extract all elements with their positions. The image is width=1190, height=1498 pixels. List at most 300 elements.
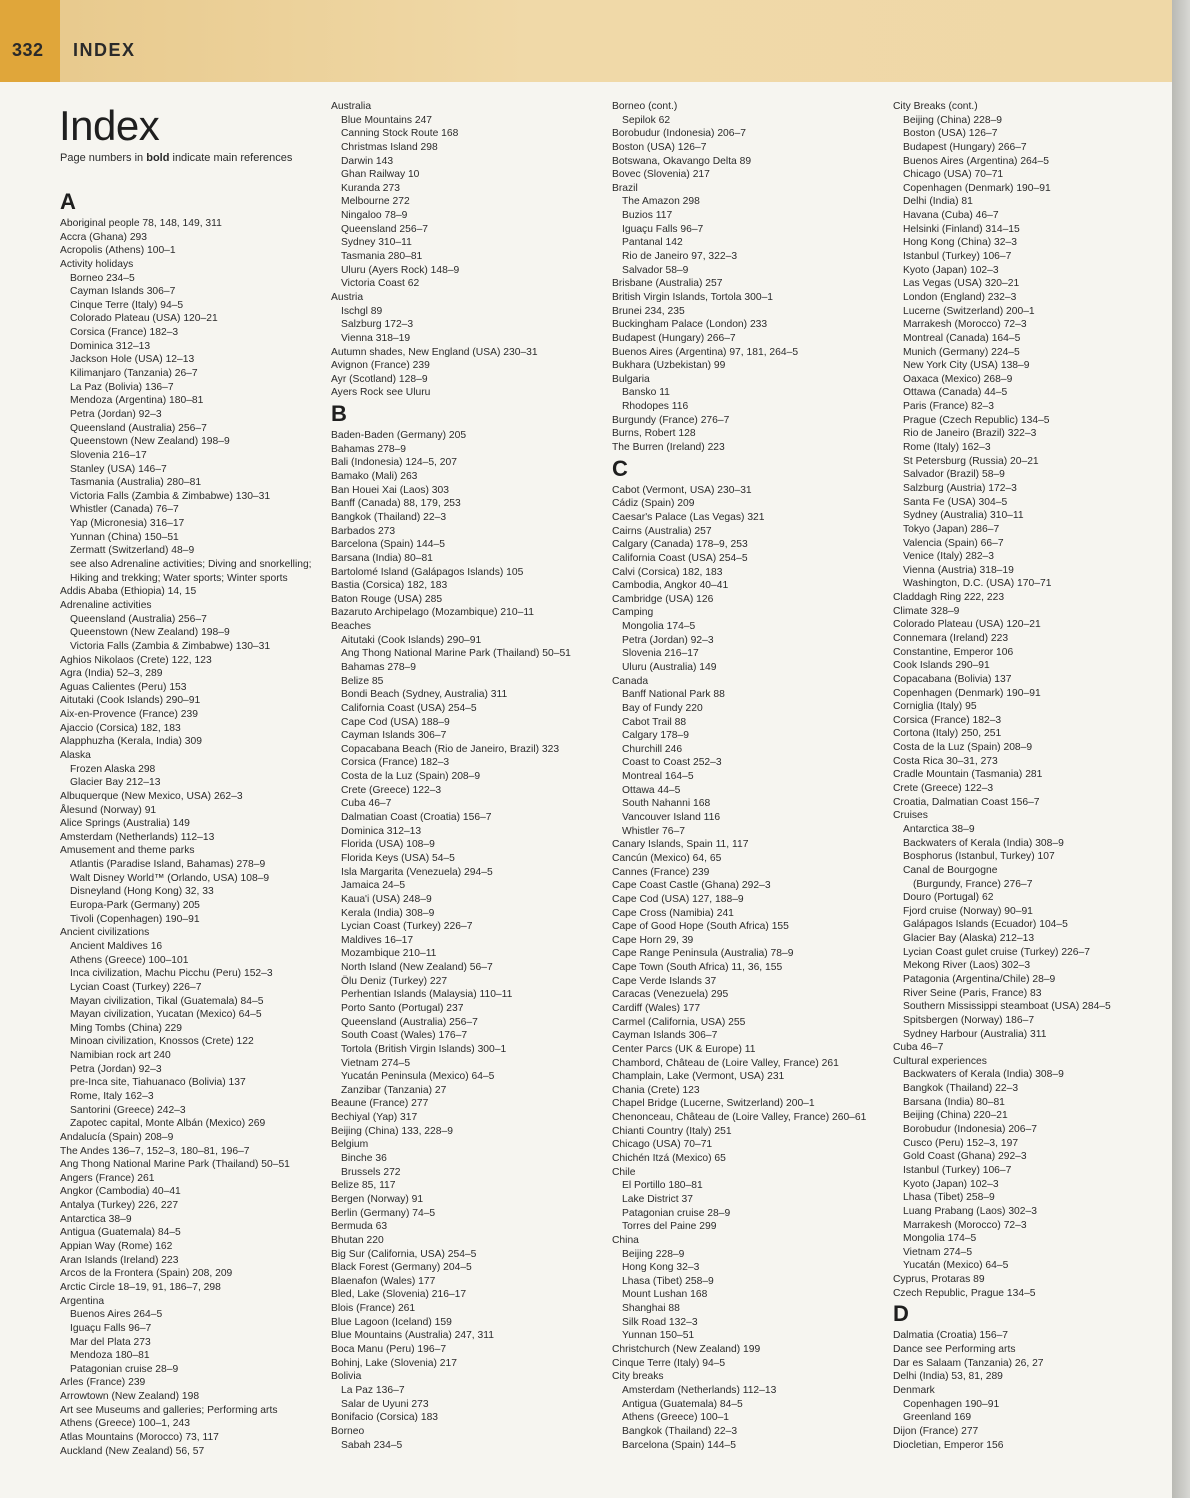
- index-entry: Caracas (Venezuela) 295: [612, 989, 729, 1001]
- index-subentry: Istanbul (Turkey) 106–7: [903, 1164, 1012, 1176]
- index-subentry: Mayan civilization, Tikal (Guatemala) 84–5: [70, 995, 264, 1007]
- index-entry: Brunei 234, 235: [612, 305, 685, 317]
- index-entry: Burgundy (France) 276–7: [612, 414, 730, 426]
- index-entry: Albuquerque (New Mexico, USA) 262–3: [60, 790, 243, 802]
- index-subentry: Beijing (China) 220–21: [903, 1110, 1008, 1122]
- index-entry: Cairns (Australia) 257: [612, 525, 712, 537]
- index-entry: Bali (Indonesia) 124–5, 207: [331, 457, 457, 469]
- index-subentry: Ang Thong National Marine Park (Thailand) 50–51: [341, 648, 571, 660]
- index-subentry: Mendoza 180–81: [70, 1350, 150, 1362]
- index-entry: Ayr (Scotland) 128–9: [331, 373, 428, 385]
- header-band: [0, 0, 1172, 82]
- index-entry: Chicago (USA) 70–71: [612, 1139, 713, 1151]
- index-subentry: Kyoto (Japan) 102–3: [903, 264, 999, 276]
- index-subentry: Melbourne 272: [341, 196, 410, 208]
- index-subentry: Inca civilization, Machu Picchu (Peru) 152–3: [70, 968, 273, 980]
- index-entry: Addis Ababa (Ethiopia) 14, 15: [60, 586, 197, 598]
- index-entry: British Virgin Islands, Tortola 300–1: [612, 291, 774, 303]
- index-subentry: Blue Mountains 247: [341, 114, 433, 126]
- index-entry: Baton Rouge (USA) 285: [331, 593, 443, 605]
- index-entry: Cyprus, Protaras 89: [893, 1274, 985, 1286]
- index-entry: Brisbane (Australia) 257: [612, 278, 723, 290]
- index-entry: Angkor (Cambodia) 40–41: [60, 1186, 181, 1198]
- index-entry: Cádiz (Spain) 209: [612, 498, 695, 510]
- index-subentry: Cabot Trail 88: [622, 716, 687, 728]
- index-subentry: Buenos Aires (Argentina) 264–5: [903, 155, 1049, 167]
- page-number: 332: [12, 40, 44, 60]
- index-subentry: Kilimanjaro (Tanzania) 26–7: [70, 368, 198, 380]
- index-subentry: Glacier Bay (Alaska) 212–13: [903, 933, 1035, 945]
- index-subentry: Mekong River (Laos) 302–3: [903, 960, 1031, 972]
- index-subentry: Lycian Coast gulet cruise (Turkey) 226–7: [903, 946, 1090, 958]
- index-subentry: Mongolia 174–5: [622, 621, 696, 633]
- index-entry: Borneo (cont.): [612, 101, 678, 112]
- index-subentry: Namibian rock art 240: [70, 1050, 171, 1062]
- index-entry: Blue Lagoon (Iceland) 159: [331, 1316, 452, 1328]
- index-entry: The Burren (Ireland) 223: [612, 442, 725, 454]
- index-subentry: Darwin 143: [341, 155, 394, 167]
- index-entry: Baden-Baden (Germany) 205: [331, 430, 467, 442]
- index-entry: Black Forest (Germany) 204–5: [331, 1262, 472, 1274]
- index-subentry: Venice (Italy) 282–3: [903, 551, 995, 563]
- index-subentry: Whistler 76–7: [622, 825, 685, 837]
- index-subentry: Helsinki (Finland) 314–15: [903, 223, 1020, 235]
- index-entry: Canada: [612, 675, 649, 687]
- index-subentry: Aitutaki (Cook Islands) 290–91: [341, 634, 482, 646]
- index-subentry: Kyoto (Japan) 102–3: [903, 1178, 999, 1190]
- index-entry: Costa de la Luz (Spain) 208–9: [893, 742, 1033, 754]
- index-entry: Bechiyal (Yap) 317: [331, 1112, 418, 1124]
- index-subentry: Hiking and trekking; Water sports; Winter sports: [70, 572, 288, 584]
- index-subentry: Boston (USA) 126–7: [903, 128, 998, 140]
- index-entry: Champlain, Lake (Vermont, USA) 231: [612, 1071, 785, 1083]
- index-subentry: Barcelona (Spain) 144–5: [622, 1439, 736, 1451]
- index-subentry: Europa-Park (Germany) 205: [70, 900, 200, 912]
- index-subentry: Kuranda 273: [341, 182, 400, 194]
- index-entry: Atlas Mountains (Morocco) 73, 117: [60, 1432, 219, 1444]
- index-subentry: Cape Cod (USA) 188–9: [341, 716, 450, 728]
- index-subentry: Mozambique 210–11: [341, 948, 437, 960]
- index-subentry: Amsterdam (Netherlands) 112–13: [622, 1384, 777, 1396]
- index-entry: Aguas Calientes (Peru) 153: [60, 681, 187, 693]
- index-subentry: Backwaters of Kerala (India) 308–9: [903, 1069, 1064, 1081]
- index-subentry: Iguaçu Falls 96–7: [622, 223, 704, 235]
- index-subentry: Banff National Park 88: [622, 689, 725, 701]
- index-entry: Borneo: [331, 1425, 365, 1437]
- index-subentry: Beijing 228–9: [622, 1248, 685, 1260]
- index-subentry: Crete (Greece) 122–3: [341, 784, 442, 796]
- index-entry: Burns, Robert 128: [612, 428, 696, 440]
- index-subentry: Cusco (Peru) 152–3, 197: [903, 1137, 1019, 1149]
- index-subentry: Prague (Czech Republic) 134–5: [903, 414, 1050, 426]
- index-subentry: Queenstown (New Zealand) 198–9: [70, 436, 230, 448]
- index-subentry: Luang Prabang (Laos) 302–3: [903, 1205, 1037, 1217]
- index-entry: Camping: [612, 607, 654, 619]
- index-entry: Denmark: [893, 1384, 935, 1396]
- index-subentry: Rhodopes 116: [622, 401, 689, 413]
- index-entry: Cape Cross (Namibia) 241: [612, 907, 734, 919]
- index-subentry: Lycian Coast (Turkey) 226–7: [341, 921, 473, 933]
- index-entry: Bulgaria: [612, 373, 650, 385]
- index-entry: Cradle Mountain (Tasmania) 281: [893, 769, 1043, 781]
- index-entry: Botswana, Okavango Delta 89: [612, 155, 752, 167]
- subtitle-prefix: Page numbers in: [60, 152, 147, 164]
- index-entry: Bastia (Corsica) 182, 183: [331, 580, 448, 592]
- index-subentry: Mar del Plata 273: [70, 1336, 151, 1348]
- index-subentry: Coast to Coast 252–3: [622, 757, 722, 769]
- index-entry: Antarctica 38–9: [60, 1213, 132, 1225]
- index-subentry: Colorado Plateau (USA) 120–21: [70, 313, 218, 325]
- index-subentry: Hong Kong 32–3: [622, 1262, 700, 1274]
- index-subentry: Douro (Portugal) 62: [903, 892, 994, 904]
- index-subentry: Patagonian cruise 28–9: [70, 1363, 179, 1375]
- index-subentry: Copacabana Beach (Rio de Janeiro, Brazil) 323: [341, 743, 560, 755]
- index-subentry: Athens (Greece) 100–101: [70, 954, 189, 966]
- index-entry: Chile: [612, 1166, 636, 1178]
- index-entry: Arctic Circle 18–19, 91, 186–7, 298: [60, 1281, 221, 1293]
- index-entry: Cambodia, Angkor 40–41: [612, 580, 729, 592]
- index-subentry: Bondi Beach (Sydney, Australia) 311: [341, 689, 508, 701]
- index-subentry: Tortola (British Virgin Islands) 300–1: [341, 1043, 507, 1055]
- index-subentry: Washington, D.C. (USA) 170–71: [903, 578, 1052, 590]
- index-subentry: Perhentian Islands (Malaysia) 110–11: [341, 989, 513, 1001]
- index-subentry: Lycian Coast (Turkey) 226–7: [70, 981, 202, 993]
- index-subentry: Las Vegas (USA) 320–21: [903, 278, 1020, 290]
- index-subentry: Spitsbergen (Norway) 186–7: [903, 1014, 1035, 1026]
- index-subentry: Galápagos Islands (Ecuador) 104–5: [903, 919, 1068, 931]
- index-subentry: Queensland (Australia) 256–7: [341, 1016, 478, 1028]
- index-entry: Corsica (France) 182–3: [893, 714, 1002, 726]
- index-entry: Canary Islands, Spain 11, 117: [612, 839, 749, 851]
- index-column-2: [331, 100, 571, 1452]
- index-entry: Bahamas 278–9: [331, 443, 406, 455]
- index-subentry: Montreal 164–5: [622, 771, 694, 783]
- index-subentry: Maldives 16–17: [341, 934, 414, 946]
- index-subentry: Istanbul (Turkey) 106–7: [903, 251, 1012, 263]
- index-entry: Bonifacio (Corsica) 183: [331, 1412, 439, 1424]
- index-letter-heading: C: [612, 455, 628, 481]
- index-subentry: Uluru (Australia) 149: [622, 661, 717, 673]
- index-subentry: Christmas Island 298: [341, 141, 438, 153]
- index-subentry: Mendoza (Argentina) 180–81: [70, 395, 204, 407]
- index-subentry: Yunnan (China) 150–51: [70, 531, 179, 543]
- index-entry: Banff (Canada) 88, 179, 253: [331, 498, 461, 510]
- subtitle-bold: bold: [146, 152, 170, 164]
- index-subentry: Queensland (Australia) 256–7: [70, 613, 207, 625]
- index-column-4: [893, 100, 1111, 1452]
- index-subentry: Gold Coast (Ghana) 292–3: [903, 1151, 1027, 1163]
- index-entry: Bangkok (Thailand) 22–3: [331, 511, 447, 523]
- index-subentry: Ottawa 44–5: [622, 784, 681, 796]
- index-subentry: Ottawa (Canada) 44–5: [903, 387, 1008, 399]
- index-subentry: Bahamas 278–9: [341, 661, 416, 673]
- index-subentry: Jamaica 24–5: [341, 880, 406, 892]
- index-subentry: Torres del Paine 299: [622, 1221, 717, 1233]
- index-subentry: Corsica (France) 182–3: [341, 757, 450, 769]
- index-subentry: pre-Inca site, Tiahuanaco (Bolivia) 137: [70, 1077, 246, 1089]
- index-entry: Bovec (Slovenia) 217: [612, 169, 710, 181]
- index-subentry: Mayan civilization, Yucatan (Mexico) 64–5: [70, 1009, 262, 1021]
- index-subentry: Canal de Bourgogne: [903, 864, 998, 876]
- index-entry: Dar es Salaam (Tanzania) 26, 27: [893, 1357, 1044, 1369]
- index-subentry: Chicago (USA) 70–71: [903, 169, 1004, 181]
- index-subentry: Salvador 58–9: [622, 264, 689, 276]
- index-subentry: Tasmania 280–81: [341, 251, 423, 263]
- index-entry: Acropolis (Athens) 100–1: [60, 245, 176, 257]
- index-entry: Barbados 273: [331, 525, 396, 537]
- index-entry: Copenhagen (Denmark) 190–91: [893, 687, 1041, 699]
- index-entry: Climate 328–9: [893, 605, 960, 617]
- index-subentry: Ming Tombs (China) 229: [70, 1022, 182, 1034]
- index-entry: Cape Range Peninsula (Australia) 78–9: [612, 948, 794, 960]
- index-subentry: Budapest (Hungary) 266–7: [903, 141, 1027, 153]
- index-entry: Buckingham Palace (London) 233: [612, 319, 768, 331]
- index-subentry: Borneo 234–5: [70, 272, 135, 284]
- index-subentry: Kerala (India) 308–9: [341, 907, 435, 919]
- index-subentry: Whistler (Canada) 76–7: [70, 504, 179, 516]
- index-subentry: South Nahanni 168: [622, 798, 711, 810]
- index-subentry: Backwaters of Kerala (India) 308–9: [903, 837, 1064, 849]
- index-entry: Diocletian, Emperor 156: [893, 1439, 1004, 1451]
- index-entry: Blaenafon (Wales) 177: [331, 1275, 436, 1287]
- index-subentry: Bansko 11: [622, 387, 670, 399]
- index-subentry: River Seine (Paris, France) 83: [903, 987, 1042, 999]
- index-subentry: Silk Road 132–3: [622, 1316, 698, 1328]
- index-entry: Argentina: [60, 1295, 105, 1307]
- index-column-1: [60, 188, 312, 1458]
- index-subentry: Zapotec capital, Monte Albán (Mexico) 269: [70, 1118, 266, 1130]
- index-entry: Accra (Ghana) 293: [60, 231, 147, 243]
- index-subentry: Calgary 178–9: [622, 730, 689, 742]
- index-subentry: Mongolia 174–5: [903, 1233, 977, 1245]
- index-entry: Bergen (Norway) 91: [331, 1193, 424, 1205]
- index-subentry: Porto Santo (Portugal) 237: [341, 1003, 464, 1014]
- index-entry: Activity holidays: [60, 258, 134, 270]
- index-subentry: Zermatt (Switzerland) 48–9: [70, 545, 195, 557]
- index-entry: Connemara (Ireland) 223: [893, 632, 1009, 644]
- index-entry: Cape Verde Islands 37: [612, 975, 717, 987]
- index-subentry: Vietnam 274–5: [903, 1246, 973, 1258]
- index-entry: Bukhara (Uzbekistan) 99: [612, 360, 726, 372]
- index-entry: Antalya (Turkey) 226, 227: [60, 1200, 179, 1212]
- index-subentry: Rio de Janeiro (Brazil) 322–3: [903, 428, 1037, 440]
- index-entry: Appian Way (Rome) 162: [60, 1241, 173, 1253]
- index-subentry: Copenhagen (Denmark) 190–91: [903, 182, 1051, 194]
- index-entry: Barcelona (Spain) 144–5: [331, 539, 445, 551]
- index-subentry: Salzburg 172–3: [341, 319, 414, 331]
- index-entry: Buenos Aires (Argentina) 97, 181, 264–5: [612, 346, 799, 358]
- index-entry: Autumn shades, New England (USA) 230–31: [331, 346, 538, 358]
- index-subentry: Copenhagen 190–91: [903, 1398, 1000, 1410]
- index-subentry: Walt Disney World™ (Orlando, USA) 108–9: [70, 872, 270, 884]
- index-subentry: Southern Mississippi steamboat (USA) 284–5: [903, 1001, 1111, 1013]
- index-entry: California Coast (USA) 254–5: [612, 552, 748, 564]
- index-subentry: Lhasa (Tibet) 258–9: [903, 1192, 995, 1204]
- index-entry: Chania (Crete) 123: [612, 1084, 700, 1096]
- index-letter-heading: B: [331, 401, 347, 427]
- index-entry: Amusement and theme parks: [60, 845, 195, 857]
- index-entry: Crete (Greece) 122–3: [893, 783, 994, 795]
- index-entry: Big Sur (California, USA) 254–5: [331, 1248, 477, 1260]
- index-subentry: Jackson Hole (USA) 12–13: [70, 354, 195, 366]
- index-subentry: Yunnan 150–51: [622, 1330, 695, 1342]
- index-subentry: Isla Margarita (Venezuela) 294–5: [341, 866, 493, 878]
- index-subentry: Dominica 312–13: [70, 340, 151, 352]
- index-entry: Corniglia (Italy) 95: [893, 701, 977, 713]
- index-entry: Chambord, Château de (Loire Valley, France) 261: [612, 1057, 839, 1069]
- index-entry: Antigua (Guatemala) 84–5: [60, 1227, 181, 1239]
- index-entry: Bartolomé Island (Galápagos Islands) 105: [331, 566, 524, 578]
- index-entry: Dijon (France) 277: [893, 1425, 979, 1437]
- index-entry: Ang Thong National Marine Park (Thailand) 50–51: [60, 1159, 290, 1171]
- index-entry: Chianti Country (Italy) 251: [612, 1125, 732, 1137]
- index-entry: Constantine, Emperor 106: [893, 646, 1014, 658]
- index-entry: Aitutaki (Cook Islands) 290–91: [60, 695, 201, 707]
- index-subentry: Slovenia 216–17: [622, 648, 699, 660]
- index-subentry: Delhi (India) 81: [903, 196, 973, 208]
- index-subentry: Havana (Cuba) 46–7: [903, 210, 999, 222]
- index-subentry: Slovenia 216–17: [70, 449, 147, 461]
- index-subentry: Bay of Fundy 220: [622, 702, 703, 714]
- index-entry: Bazaruto Archipelago (Mozambique) 210–11: [331, 607, 535, 619]
- subtitle-suffix: indicate main references: [169, 152, 293, 164]
- index-subentry: Ancient Maldives 16: [70, 940, 163, 952]
- index-subentry: Barsana (India) 80–81: [903, 1096, 1005, 1108]
- index-entry: Czech Republic, Prague 134–5: [893, 1287, 1036, 1299]
- index-entry: Amsterdam (Netherlands) 112–13: [60, 831, 215, 843]
- index-entry: Athens (Greece) 100–1, 243: [60, 1418, 190, 1430]
- index-entry: Adrenaline activities: [60, 599, 152, 611]
- index-subentry: Greenland 169: [903, 1412, 972, 1424]
- page-title: Index: [59, 102, 160, 149]
- index-entry: Ancient civilizations: [60, 927, 150, 939]
- index-subentry: Petra (Jordan) 92–3: [70, 1063, 162, 1075]
- index-entry: Caesar's Palace (Las Vegas) 321: [612, 511, 765, 523]
- index-subentry: Buenos Aires 264–5: [70, 1309, 163, 1321]
- index-subentry: Cinque Terre (Italy) 94–5: [70, 299, 184, 311]
- index-entry: Bled, Lake (Slovenia) 216–17: [331, 1289, 467, 1301]
- index-entry: Delhi (India) 53, 81, 289: [893, 1371, 1003, 1383]
- index-entry: Budapest (Hungary) 266–7: [612, 332, 736, 344]
- index-entry: Cancún (Mexico) 64, 65: [612, 852, 722, 864]
- index-entry: Dance see Performing arts: [893, 1344, 1016, 1356]
- index-entry: Auckland (New Zealand) 56, 57: [60, 1445, 205, 1457]
- index-subentry: Kaua'i (USA) 248–9: [341, 893, 432, 905]
- index-entry: Cabot (Vermont, USA) 230–31: [612, 484, 752, 496]
- index-entry: The Andes 136–7, 152–3, 180–81, 196–7: [60, 1145, 250, 1157]
- index-subentry: Queensland (Australia) 256–7: [70, 422, 207, 434]
- index-subentry: Beijing (China) 228–9: [903, 114, 1003, 126]
- index-subentry: Bangkok (Thailand) 22–3: [622, 1425, 738, 1437]
- index-subentry: London (England) 232–3: [903, 291, 1017, 303]
- index-subentry: Salar de Uyuni 273: [341, 1398, 429, 1410]
- index-subentry: Tasmania (Australia) 280–81: [70, 477, 202, 489]
- index-subentry: Glacier Bay 212–13: [70, 777, 161, 789]
- index-entry: Chapel Bridge (Lucerne, Switzerland) 200–1: [612, 1098, 815, 1110]
- index-subentry: Cuba 46–7: [341, 798, 392, 810]
- index-subentry: Yucatán (Mexico) 64–5: [903, 1260, 1009, 1272]
- index-subentry: North Island (New Zealand) 56–7: [341, 962, 493, 974]
- page-subtitle: [60, 152, 292, 164]
- index-entry: Angers (France) 261: [60, 1172, 155, 1184]
- index-entry: Cardiff (Wales) 177: [612, 1003, 701, 1014]
- index-subentry: Rio de Janeiro 97, 322–3: [622, 251, 738, 263]
- index-subentry: Pantanal 142: [622, 237, 683, 249]
- index-subentry: Sabah 234–5: [341, 1439, 403, 1451]
- index-entry: Australia: [331, 101, 372, 112]
- index-entry: City Breaks (cont.): [893, 101, 978, 112]
- index-entry: Alice Springs (Australia) 149: [60, 818, 190, 830]
- index-subentry: Ningaloo 78–9: [341, 210, 408, 222]
- index-entry: Beaune (France) 277: [331, 1098, 429, 1110]
- index-subentry: The Amazon 298: [622, 196, 700, 208]
- index-entry: Ayers Rock see Uluru: [331, 387, 431, 399]
- index-subentry: La Paz 136–7: [341, 1384, 405, 1396]
- index-subentry: Paris (France) 82–3: [903, 401, 994, 413]
- index-subentry: Corsica (France) 182–3: [70, 327, 179, 339]
- index-entry: Calgary (Canada) 178–9, 253: [612, 539, 748, 551]
- index-entry: Boston (USA) 126–7: [612, 141, 707, 153]
- index-entry: Cape Coast Castle (Ghana) 292–3: [612, 880, 771, 892]
- index-entry: Aghios Nikolaos (Crete) 122, 123: [60, 654, 212, 666]
- index-subentry: Dominica 312–13: [341, 825, 422, 837]
- index-subentry: Munich (Germany) 224–5: [903, 346, 1020, 358]
- index-subentry: Queensland 256–7: [341, 223, 429, 235]
- index-entry: Cannes (France) 239: [612, 866, 710, 878]
- index-entry: Cape of Good Hope (South Africa) 155: [612, 921, 789, 933]
- index-subentry: Hong Kong (China) 32–3: [903, 237, 1017, 249]
- index-subentry: Salvador (Brazil) 58–9: [903, 469, 1005, 481]
- section-title: INDEX: [73, 40, 136, 60]
- index-entry: Bohinj, Lake (Slovenia) 217: [331, 1357, 457, 1369]
- index-subentry: (Burgundy, France) 276–7: [913, 878, 1033, 890]
- index-subentry: Vietnam 274–5: [341, 1057, 411, 1069]
- index-subentry: Marrakesh (Morocco) 72–3: [903, 1219, 1027, 1231]
- index-subentry: Victoria Falls (Zambia & Zimbabwe) 130–31: [70, 490, 271, 502]
- index-subentry: Ischgl 89: [341, 305, 383, 317]
- index-subentry: Salzburg (Austria) 172–3: [903, 482, 1017, 494]
- index-subentry: New York City (USA) 138–9: [903, 360, 1030, 372]
- index-subentry: Sydney Harbour (Australia) 311: [903, 1028, 1047, 1040]
- index-subentry: Antarctica 38–9: [903, 823, 975, 835]
- index-subentry: Buzios 117: [622, 210, 673, 222]
- index-entry: Center Parcs (UK & Europe) 11: [612, 1043, 756, 1055]
- index-subentry: Zanzibar (Tanzania) 27: [341, 1084, 447, 1096]
- index-entry: Claddagh Ring 222, 223: [893, 592, 1005, 604]
- index-entry: Arles (France) 239: [60, 1377, 146, 1389]
- index-subentry: Rome (Italy) 162–3: [903, 442, 991, 454]
- index-subentry: Santorini (Greece) 242–3: [70, 1104, 186, 1116]
- index-entry: Copacabana (Bolivia) 137: [893, 673, 1012, 685]
- index-subentry: Minoan civilization, Knossos (Crete) 122: [70, 1036, 254, 1048]
- index-subentry: Mount Lushan 168: [622, 1289, 708, 1301]
- index-entry: Christchurch (New Zealand) 199: [612, 1344, 761, 1356]
- index-entry: Avignon (France) 239: [331, 360, 430, 372]
- index-subentry: Shanghai 88: [622, 1303, 680, 1315]
- index-subentry: Atlantis (Paradise Island, Bahamas) 278–9: [70, 859, 266, 871]
- index-entry: Cuba 46–7: [893, 1042, 944, 1054]
- index-subentry: Vienna 318–19: [341, 332, 411, 344]
- index-subentry: Sepilok 62: [622, 114, 671, 126]
- index-subentry: Vienna (Austria) 318–19: [903, 564, 1014, 576]
- index-entry: Chichén Itzá (Mexico) 65: [612, 1153, 726, 1165]
- index-entry: Andalucía (Spain) 208–9: [60, 1131, 174, 1143]
- index-entry: Cambridge (USA) 126: [612, 593, 714, 605]
- index-entry: Borobudur (Indonesia) 206–7: [612, 128, 746, 140]
- index-entry: Bhutan 220: [331, 1234, 384, 1246]
- index-subentry: Florida Keys (USA) 54–5: [341, 852, 455, 864]
- index-entry: Cinque Terre (Italy) 94–5: [612, 1357, 726, 1369]
